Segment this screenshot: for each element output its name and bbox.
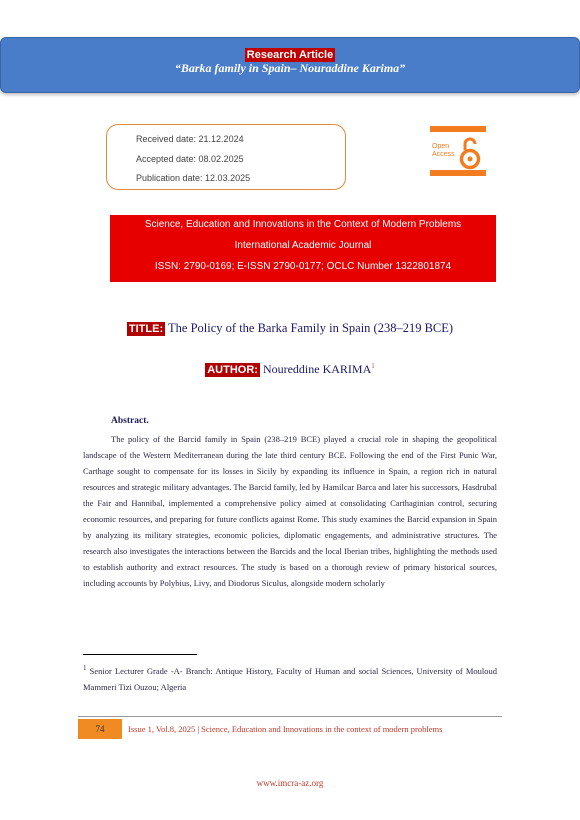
journal-name: Science, Education and Innovations in the Context of Modern Problems xyxy=(144,219,462,230)
title-label: TITLE: xyxy=(128,323,164,335)
author-footnote-ref[interactable]: 1 xyxy=(371,362,375,370)
page-number: 74 xyxy=(78,719,122,739)
publication-date: Publication date: 12.03.2025 xyxy=(136,173,251,183)
footnote-text: Senior Lecturer Grade -A- Branch: Antique History, Faculty of Human and social Sciences, University of Mouloud Mammeri Tizi Ouzou; Algeria xyxy=(83,665,497,692)
journal-info-box xyxy=(110,215,496,282)
footnote-separator xyxy=(83,654,197,655)
author-label: AUTHOR: xyxy=(207,364,258,376)
open-access-top-bar xyxy=(430,126,486,132)
journal-identifiers: ISSN: 2790-0169; E-ISSN 2790-0177; OCLC Number 1322801874 xyxy=(154,261,452,272)
open-access-badge xyxy=(430,126,486,176)
running-title: “Barka family in Spain– Nouraddine Karima” xyxy=(174,61,406,75)
website-link[interactable]: www.imcra-az.org xyxy=(256,778,324,788)
article-title-line xyxy=(0,321,580,336)
open-access-lock-icon xyxy=(457,136,483,170)
open-access-line2: Access xyxy=(432,151,455,158)
journal-subtitle: International Academic Journal xyxy=(234,240,372,251)
footer-issue-line: Issue 1, Vol.8, 2025 | Science, Education and Innovations in the context of modern problems xyxy=(128,724,443,734)
author-name: Noureddine KARIMA xyxy=(262,362,372,376)
footnote-mark: 1 xyxy=(83,664,87,672)
dates-box xyxy=(106,124,346,190)
abstract-heading: Abstract. xyxy=(111,416,149,426)
article-title: The Policy of the Barka Family in Spain (238–219 BCE) xyxy=(168,321,454,335)
received-date: Received date: 21.12.2024 xyxy=(136,134,244,144)
article-type-label: Research Article xyxy=(246,49,334,61)
open-access-bottom-bar xyxy=(430,170,486,176)
open-access-line1: Open xyxy=(432,143,450,150)
abstract-text: The policy of the Barcid family in Spain (238–219 BCE) played a crucial role in shaping the geopolitical landscape of the Western Mediterranean during the late third century BCE. Following the end of the First Punic War, Carthage sought to compensate for its losses in Sicily by expanding its influence in Spain, a region rich in natural resources and strategic military advantages. The Barcid family, led by Hamilcar Barca and later his successors, Hasdrubal the Fair and Hannibal, implemented a comprehensive policy aimed at consolidating Carthaginian control, securing economic resources, and preparing for future conflicts against Rome. This study examines the Barcid expansion in Spain by analyzing its military strategies, economic policies, diplomatic engagements, and administrative structures. The research also investigates the interactions between the Barcids and the local Iberian tribes, highlighting the methods used to establish authority and extract resources. The study is based on a thorough review of primary historical sources, including accounts by Polybius, Livy, and Diodorus Siculus, alongside modern scholarly xyxy=(83,434,497,588)
article-header-banner xyxy=(0,37,580,93)
author-line xyxy=(0,362,580,377)
footnote xyxy=(83,660,497,695)
accepted-date: Accepted date: 08.02.2025 xyxy=(136,154,244,164)
open-access-text xyxy=(432,143,455,159)
footer-rule xyxy=(78,716,502,717)
